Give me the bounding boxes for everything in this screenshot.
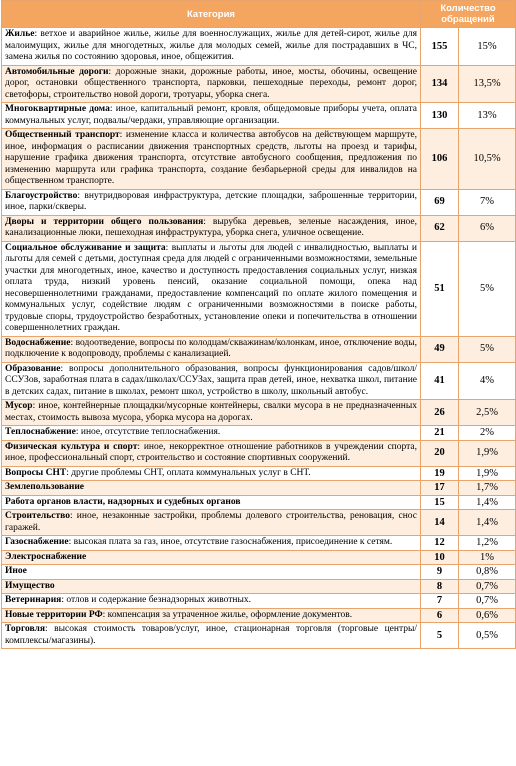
category-name: Имущество	[5, 580, 55, 591]
category-description: : другие проблемы СНТ, оплата коммунальных услуг в СНТ.	[66, 467, 311, 478]
category-description: : вырубка деревьев, зеленые насаждения, иное, канализационные люки, пешеходная инфраструктура, уборка снега, уличное освещение.	[5, 216, 417, 238]
percent-cell: 1%	[459, 550, 516, 565]
category-cell	[2, 362, 421, 400]
count-cell: 62	[421, 215, 459, 241]
header-count-line1: Количество	[440, 3, 496, 14]
category-description: : высокая стоимость товаров/услуг, иное, стационарная торговля (торговые центры/комплексы/магазины).	[5, 624, 417, 646]
category-description: : изменение класса и количества автобусов на действующем маршруте, иное, информация о расписании движения транспортных средств, льготы на проезд и тарифы, нарушение графика движения транспорта, отсутствие автобусного сообщения, предложения по изменению маршрута или графика транспорта, создание безбарьерной среды для инвалидов на общественном транспорте.	[5, 130, 417, 186]
header-count	[421, 1, 516, 28]
table-row	[2, 510, 516, 536]
category-name: Общественный транспорт	[5, 130, 120, 140]
category-cell	[2, 129, 421, 190]
table-body	[2, 28, 516, 649]
percent-cell: 1,7%	[459, 481, 516, 496]
count-cell: 5	[421, 623, 459, 649]
category-cell	[2, 65, 421, 103]
table-row	[2, 608, 516, 623]
category-name: Многоквартирные дома	[5, 104, 110, 114]
percent-cell: 1,2%	[459, 536, 516, 551]
appeals-table	[1, 0, 516, 649]
category-cell	[2, 215, 421, 241]
category-cell	[2, 189, 421, 215]
header-count-line2: обращений	[441, 14, 495, 25]
count-cell: 26	[421, 400, 459, 426]
category-description: : внутридворовая инфраструктура, детские площадки, заброшенные территории, иное, парки/скверы.	[5, 190, 417, 212]
count-cell: 8	[421, 579, 459, 594]
category-cell	[2, 510, 421, 536]
category-cell	[2, 550, 421, 565]
table-row	[2, 579, 516, 594]
count-cell: 106	[421, 129, 459, 190]
count-cell: 69	[421, 189, 459, 215]
count-cell: 17	[421, 481, 459, 496]
percent-cell: 0,6%	[459, 608, 516, 623]
percent-cell: 6%	[459, 215, 516, 241]
table-header-row	[2, 1, 516, 28]
category-cell	[2, 426, 421, 441]
count-cell: 49	[421, 336, 459, 362]
count-cell: 7	[421, 594, 459, 609]
percent-cell: 2%	[459, 426, 516, 441]
category-description: : иное, отсутствие теплоснабжения.	[75, 427, 221, 437]
category-description: : компенсация за утраченное жилье, оформление документов.	[102, 609, 353, 620]
category-description: : иное, незаконные застройки, проблемы долевого строительства, реновация, снос гаражей.	[5, 511, 417, 533]
table-row	[2, 495, 516, 510]
category-name: Газоснабжение	[5, 537, 69, 547]
category-name: Физическая культура и спорт	[5, 441, 138, 452]
percent-cell: 0,8%	[459, 565, 516, 580]
category-cell	[2, 400, 421, 426]
category-cell	[2, 440, 421, 466]
category-name: Социальное обслуживание и защита	[5, 242, 166, 253]
category-description: : вопросы дополнительного образования, вопросы функционирования садов/школ/ССУЗов, заработная плата в садах/школах/ССУЗах, защита прав детей, иное, нехватка школ, питание в детских садах, питание в школах, ремонт школ, устройство в школу, школьный автобус.	[5, 363, 417, 397]
count-cell: 12	[421, 536, 459, 551]
category-name: Землепользование	[5, 482, 85, 492]
category-name: Благоустройство	[5, 190, 78, 201]
percent-cell: 0,7%	[459, 594, 516, 609]
count-cell: 9	[421, 565, 459, 580]
table-row	[2, 103, 516, 129]
category-cell	[2, 623, 421, 649]
table-row	[2, 400, 516, 426]
table-row	[2, 623, 516, 649]
category-cell	[2, 103, 421, 129]
count-cell: 20	[421, 440, 459, 466]
category-description: : ветхое и аварийное жилье, жилье для военнослужащих, жилье для детей-сирот, жилье для малоимущих, жилье для многодетных, жилье для молодых семей, жилье для пострадавших в ЧС, замена жилья по состоянию здоровья, иное, общежития.	[5, 29, 417, 62]
count-cell: 15	[421, 495, 459, 510]
category-description: : дорожные знаки, дорожные работы, иное, мосты, обочины, освещение дорог, остановки общественного транспорта, парковки, пешеходные переходы, ремонт дорог, светофоры, строительство новой дороги, тротуары, уборка снега.	[5, 66, 417, 100]
count-cell: 6	[421, 608, 459, 623]
percent-cell: 1,4%	[459, 495, 516, 510]
percent-cell: 5%	[459, 241, 516, 336]
category-name: Новые территории РФ	[5, 609, 103, 620]
count-cell: 155	[421, 28, 459, 66]
category-description: : иное, контейнерные площадки/мусорные контейнеры, свалки мусора в не предназначенных местах, стоимость вывоза мусора, уборка мусора на дорогах.	[5, 401, 417, 423]
table-row	[2, 189, 516, 215]
count-cell: 21	[421, 426, 459, 441]
count-cell: 51	[421, 241, 459, 336]
category-name: Строительство	[5, 511, 70, 521]
percent-cell: 2,5%	[459, 400, 516, 426]
category-name: Образование	[5, 363, 61, 374]
table-row	[2, 550, 516, 565]
category-name: Жилье	[5, 29, 35, 39]
category-cell	[2, 594, 421, 609]
table-row	[2, 536, 516, 551]
category-cell	[2, 336, 421, 362]
table-row	[2, 215, 516, 241]
category-description: : иное, некорректное отношение работников в учреждении спорта, иное, профессиональный спорт, строительство и состояние спортивных сооружений.	[5, 441, 417, 463]
table-row	[2, 466, 516, 481]
category-cell	[2, 466, 421, 481]
category-cell	[2, 608, 421, 623]
category-description: : иное, капитальный ремонт, кровля, общедомовые приборы учета, оплата коммунальных услуг, подвалы/чердаки, управляющие организации.	[5, 104, 417, 126]
table-row	[2, 241, 516, 336]
category-description: : отлов и содержание безнадзорных животных.	[61, 595, 251, 605]
category-cell	[2, 536, 421, 551]
percent-cell: 1,9%	[459, 466, 516, 481]
table-row	[2, 65, 516, 103]
category-name: Торговля	[5, 624, 46, 634]
category-cell	[2, 495, 421, 510]
table-row	[2, 481, 516, 496]
percent-cell: 10,5%	[459, 129, 516, 190]
table-row	[2, 440, 516, 466]
percent-cell: 1,9%	[459, 440, 516, 466]
category-description: : водоотведение, вопросы по колодцам/скважинам/колонкам, иное, отключение воды, подключение к водопроводу, проблемы с канализацией.	[5, 337, 417, 359]
category-name: Теплоснабжение	[5, 427, 76, 437]
table-row	[2, 426, 516, 441]
category-name: Работа органов власти, надзорных и судебных органов	[5, 496, 241, 507]
category-cell	[2, 28, 421, 66]
count-cell: 41	[421, 362, 459, 400]
category-cell	[2, 565, 421, 580]
count-cell: 134	[421, 65, 459, 103]
count-cell: 19	[421, 466, 459, 481]
category-description: : выплаты и льготы для людей с инвалидностью, выплаты и льготы для семей с детьми, доступная среда для людей с ограниченными возможностями, земельные участки для многодетных, иное, качество и доступность предоставления социальных услуг, низкая оплата труда, низкий уровень пенсий, оказание социальной помощи, опека над несовершеннолетними гражданами, предоставление компенсаций по оплате жилого помещения и коммунальных услуг, содействие людям с ограниченными возможностями в поиске работы, трудовые споры, трудоустройство безработных, установление опеки и попечительства в отношении совершеннолетних граждан.	[5, 242, 417, 333]
category-cell	[2, 241, 421, 336]
table-row	[2, 129, 516, 190]
table-row	[2, 594, 516, 609]
category-cell	[2, 579, 421, 594]
percent-cell: 5%	[459, 336, 516, 362]
count-cell: 14	[421, 510, 459, 536]
percent-cell: 0,5%	[459, 623, 516, 649]
header-category: Категория	[2, 1, 421, 28]
percent-cell: 4%	[459, 362, 516, 400]
category-name: Дворы и территории общего пользования	[5, 216, 204, 227]
category-name: Электроснабжение	[5, 551, 87, 562]
percent-cell: 13%	[459, 103, 516, 129]
category-name: Водоснабжение	[5, 337, 71, 348]
table-row	[2, 28, 516, 66]
category-name: Иное	[5, 566, 27, 576]
percent-cell: 15%	[459, 28, 516, 66]
table-row	[2, 362, 516, 400]
category-name: Мусор	[5, 401, 33, 411]
category-name: Ветеринария	[5, 595, 62, 605]
table-row	[2, 336, 516, 362]
percent-cell: 7%	[459, 189, 516, 215]
percent-cell: 1,4%	[459, 510, 516, 536]
percent-cell: 0,7%	[459, 579, 516, 594]
count-cell: 130	[421, 103, 459, 129]
category-cell	[2, 481, 421, 496]
count-cell: 10	[421, 550, 459, 565]
category-description: : высокая плата за газ, иное, отсутствие газоснабжения, присоединение к сетям.	[68, 537, 393, 547]
table-row	[2, 565, 516, 580]
category-name: Автомобильные дороги	[5, 66, 109, 77]
percent-cell: 13,5%	[459, 65, 516, 103]
category-name: Вопросы СНТ	[5, 467, 67, 478]
